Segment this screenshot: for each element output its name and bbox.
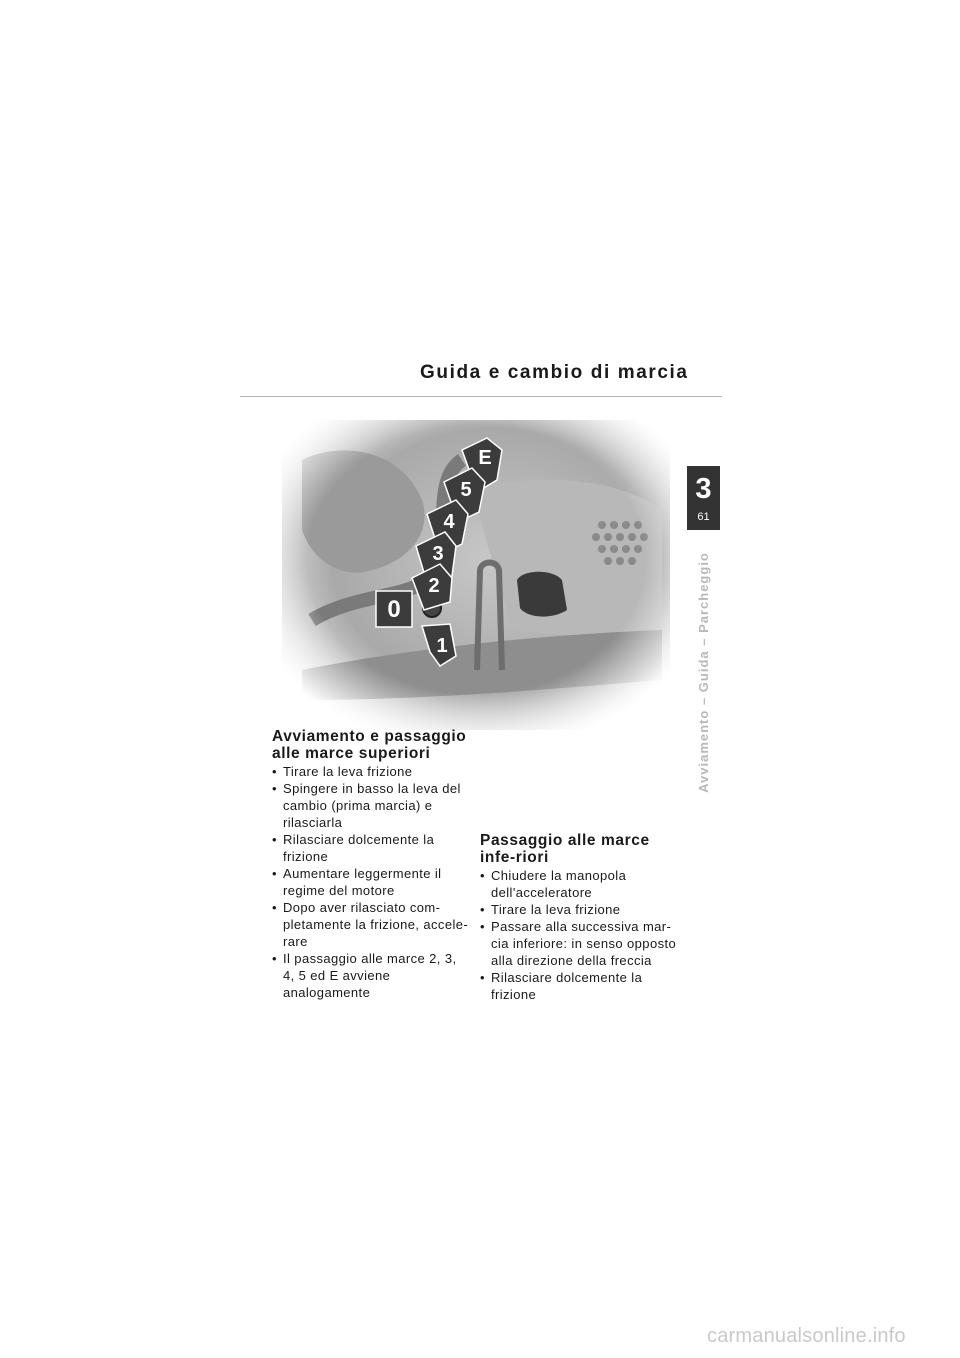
downshift-section [480,832,685,1003]
list-item: • Tirare la leva frizione [480,901,685,918]
list-item: • Dopo aver rilasciato com-pletamente la frizione, accele-rare [272,899,472,950]
list-item: • Spingere in basso la leva del cambio (prima marcia) e rilasciarla [272,780,472,831]
upshift-steps [272,763,472,1001]
chapter-number: 3 [695,473,712,505]
list-item: • Aumentare leggermente il regime del motore [272,865,472,899]
list-item: • Chiudere la manopola dell'acceleratore [480,867,685,901]
gear-shift-photo [282,420,670,730]
downshift-heading: Passaggio alle marce infe-riori [480,832,650,866]
list-item: • Passare alla successiva mar-cia inferiore: in senso opposto alla direzione della freccia [480,918,685,969]
gear-shift-illustration [282,420,670,730]
page-title: Guida e cambio di marcia [420,362,689,383]
list-item: • Rilasciare dolcemente la frizione [480,969,685,1003]
list-item: • Il passaggio alle marce 2, 3, 4, 5 ed E avviene analogamente [272,950,472,1001]
list-item: • Tirare la leva frizione [272,763,472,780]
downshift-steps [480,867,685,1003]
chapter-tab [687,466,720,530]
watermark: carmanualsonline.info [707,1325,906,1347]
title-divider [240,396,722,397]
page-number: 61 [697,511,710,523]
upshift-heading: Avviamento e passaggio alle marce superiori [272,728,467,762]
side-section-label: Avviamento – Guida – Parcheggio [695,551,711,793]
upshift-section [272,728,472,1001]
list-item: • Rilasciare dolcemente la frizione [272,831,472,865]
